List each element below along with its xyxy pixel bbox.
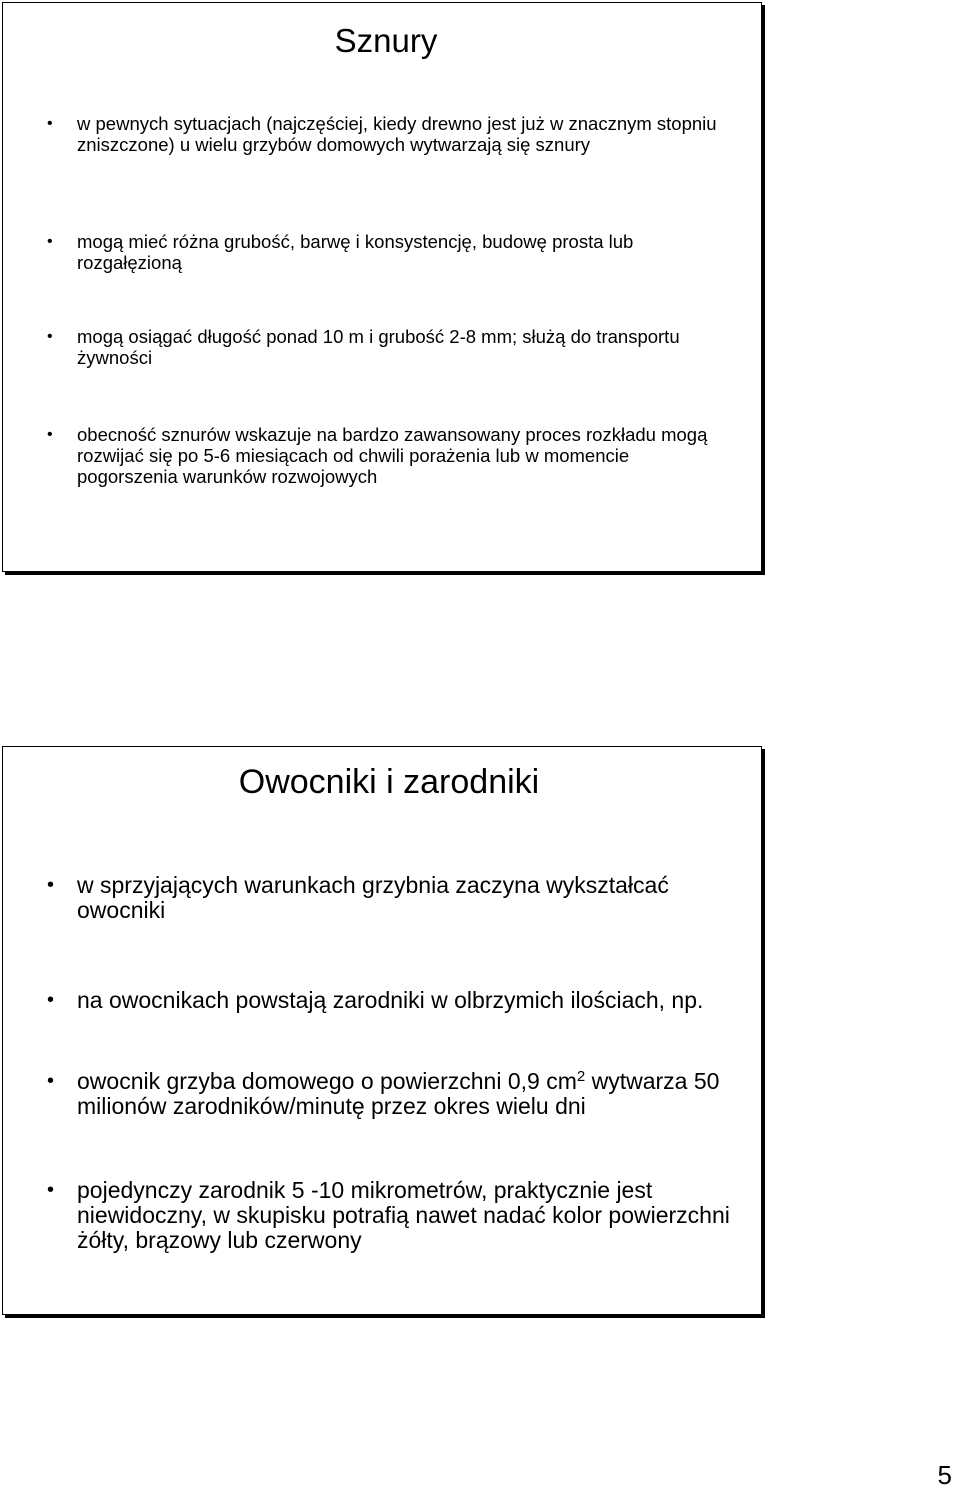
- bullet-icon: •: [47, 233, 53, 250]
- bullet-icon: •: [47, 426, 53, 443]
- superscript: 2: [576, 1068, 586, 1085]
- list-item-text: w pewnych sytuacjach (najczęściej, kiedy drewno jest już w znacznym stopniu zniszczone) u wielu grzybów domowych wytwarzają się sznury: [77, 113, 717, 155]
- slide-title: Owocniki i zarodniki: [238, 763, 540, 801]
- slide-owocniki-i-zarodniki: [2, 746, 762, 1315]
- list-item: [47, 987, 737, 1013]
- slide-sznury: [2, 2, 762, 572]
- bullet-icon: •: [47, 1179, 55, 1201]
- list-item: [47, 1177, 737, 1253]
- bullet-icon: •: [47, 115, 53, 132]
- list-item: [47, 424, 727, 487]
- bullet-icon: •: [47, 989, 55, 1011]
- list-item: [47, 872, 737, 923]
- list-item-text: mogą osiągać długość ponad 10 m i grubość 2-8 mm; służą do transportu żywności: [77, 326, 680, 368]
- list-item-text: mogą mieć różna grubość, barwę i konsystencję, budowę prosta lub rozgałęzioną: [77, 231, 634, 273]
- list-item-text: owocnik grzyba domowego o powierzchni 0,9 $cm^2$ wytwarza 50 milionów zarodników/minutę przez okres wielu dni: [77, 1068, 720, 1119]
- bullet-icon: •: [47, 874, 55, 896]
- bullet-icon: •: [47, 328, 53, 345]
- page-number: 5: [937, 1460, 952, 1490]
- list-item: [47, 1068, 737, 1119]
- list-item: [47, 231, 727, 273]
- bullet-icon: •: [47, 1070, 55, 1092]
- list-item: [47, 326, 727, 368]
- list-item-text: pojedynczy zarodnik 5 -10 mikrometrów, praktycznie jest niewidoczny, w skupisku potrafią nawet nadać kolor powierzchni żółty, brązowy lub czerwony: [77, 1177, 730, 1253]
- list-item-text: obecność sznurów wskazuje na bardzo zawansowany proces rozkładu mogą rozwijać się po 5-6 miesiącach od chwili porażenia lub w momencie pogorszenia warunków rozwojowych: [77, 424, 708, 487]
- list-item-text: w sprzyjających warunkach grzybnia zaczyna wykształcać owocniki: [77, 872, 669, 923]
- slide-title: Sznury: [334, 22, 438, 59]
- list-item-text: na owocnikach powstają zarodniki w olbrzymich ilościach, np.: [77, 987, 704, 1013]
- list-item: [47, 113, 727, 155]
